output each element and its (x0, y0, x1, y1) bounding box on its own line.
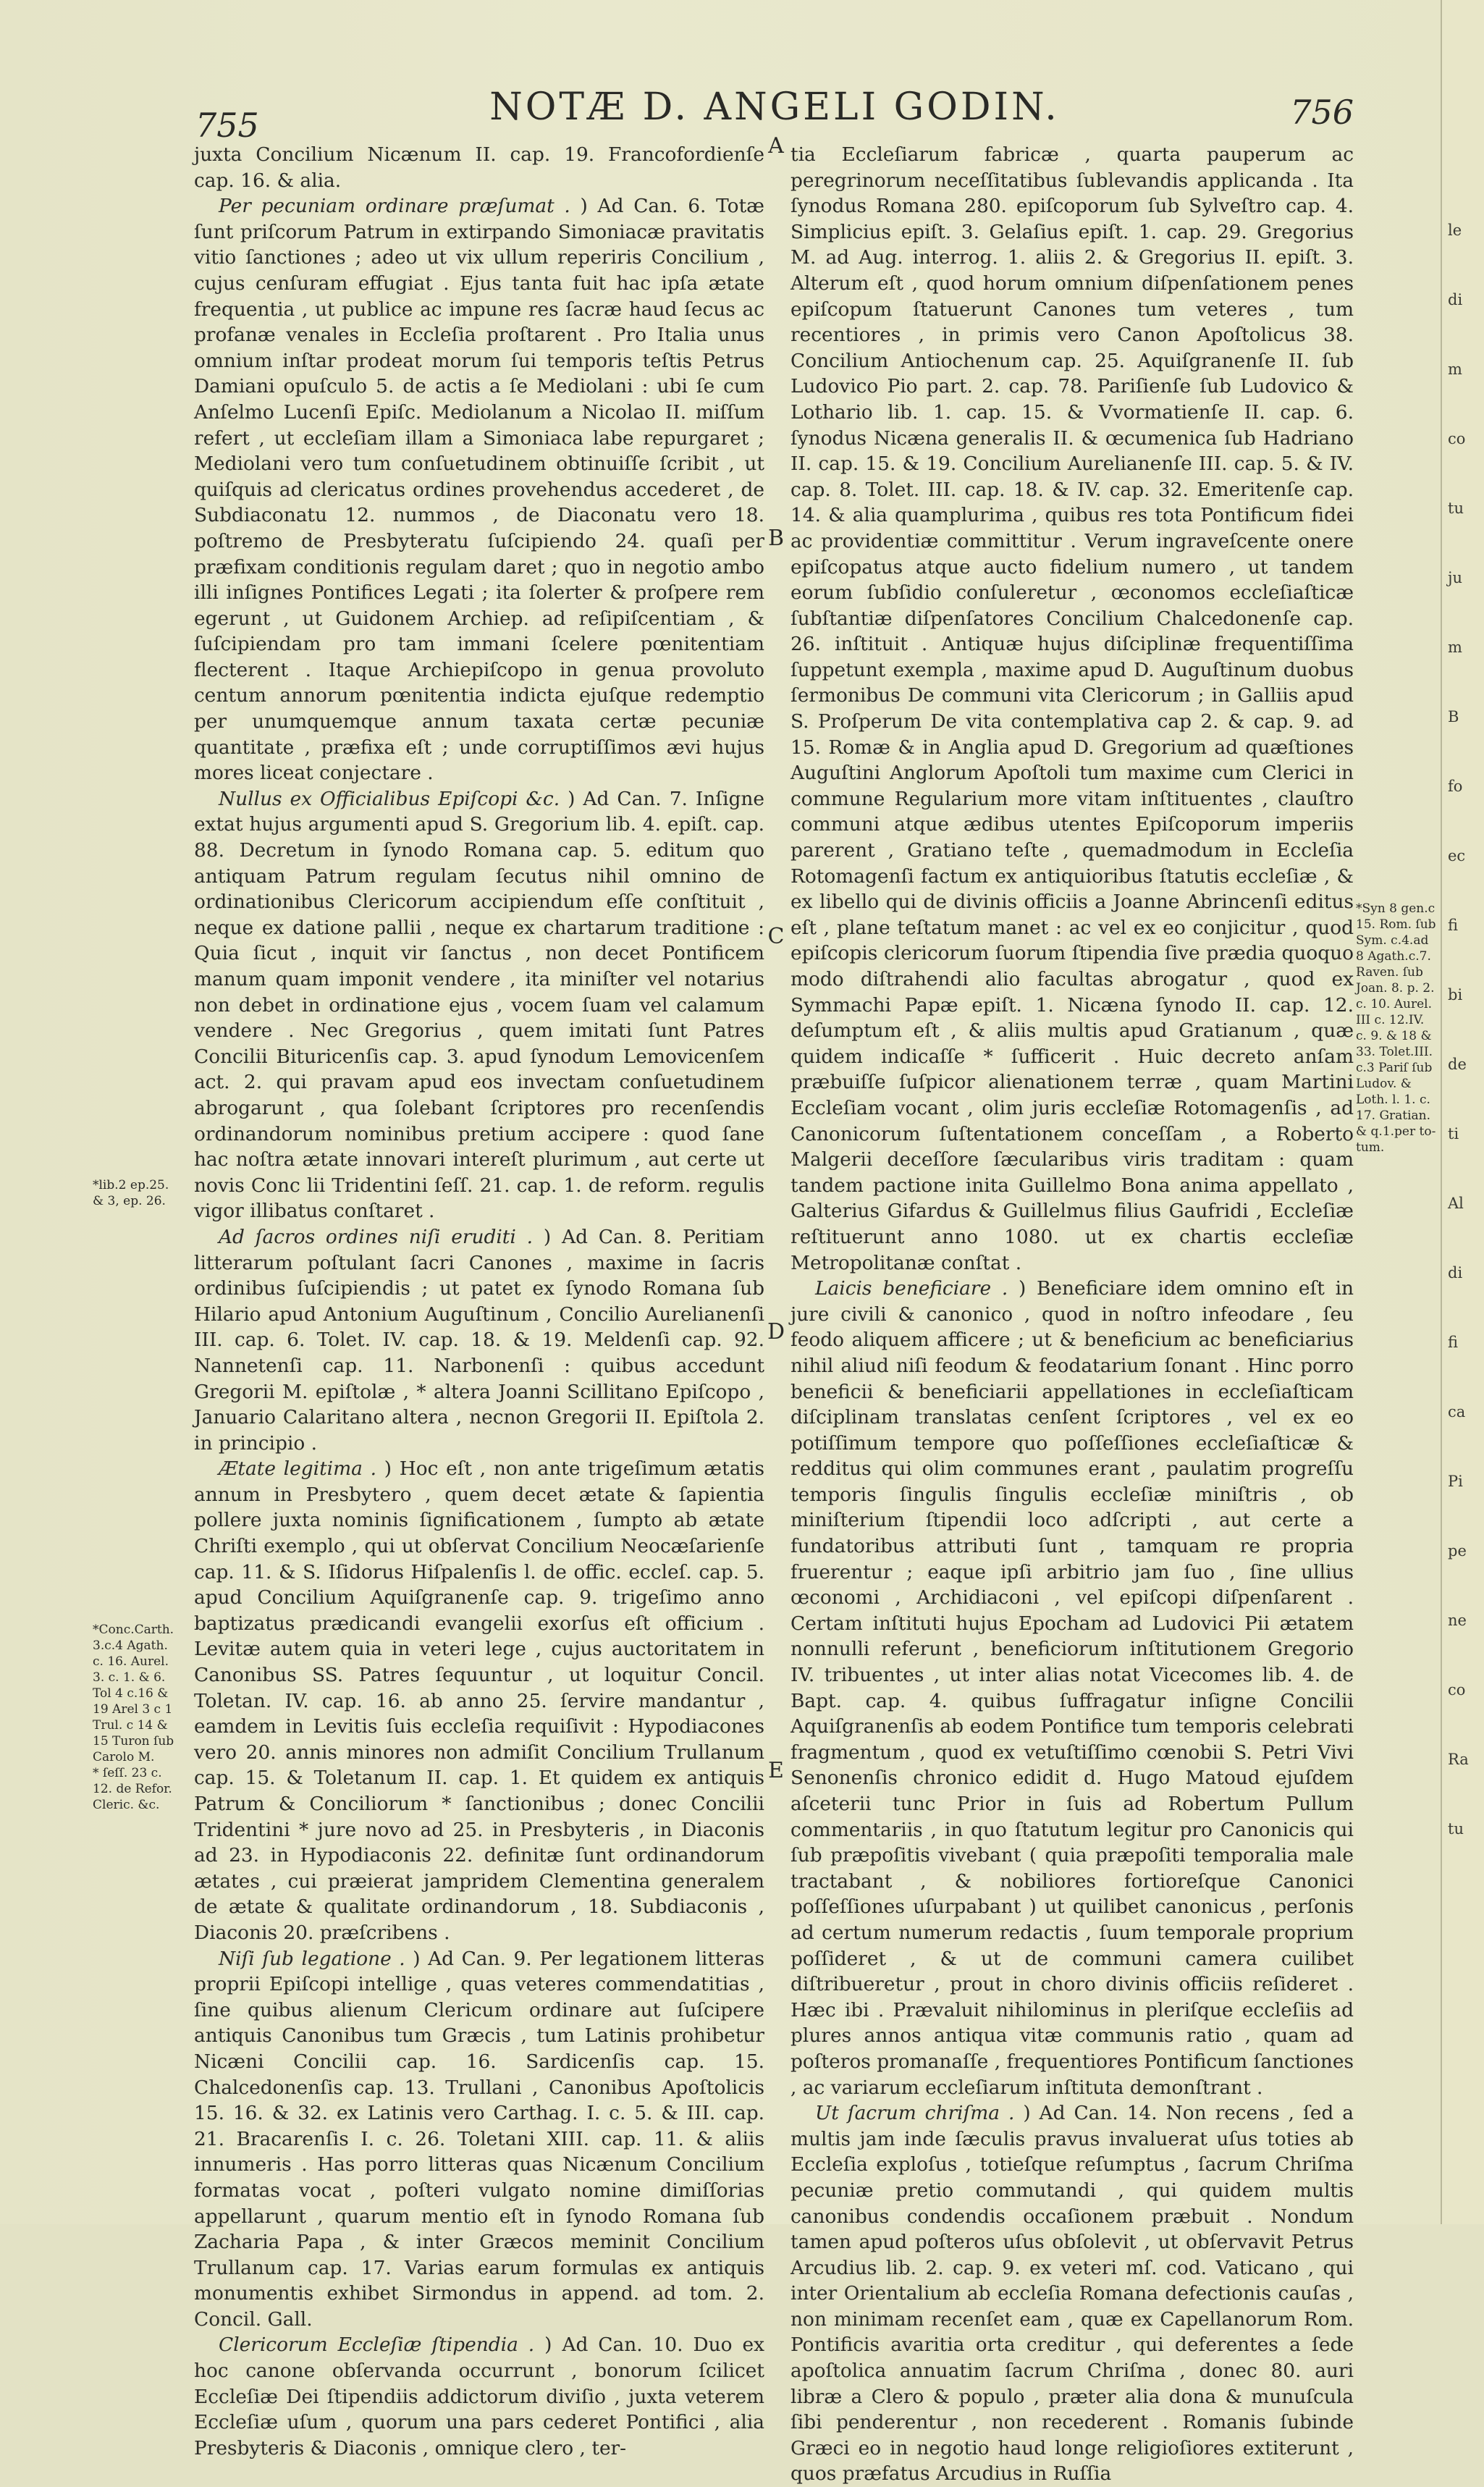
edge-fragment: fi (1448, 917, 1459, 934)
right-page-number: 756 (1290, 93, 1354, 132)
lemma: Nullus ex Officialibus Epiſcopi &c. (219, 787, 560, 810)
paragraph (194, 193, 764, 786)
paragraph (791, 1276, 1354, 2100)
edge-fragment: le (1448, 222, 1462, 239)
edge-fragment: tu (1448, 1820, 1464, 1838)
margin-note-left-2: *Conc.Carth. 3.c.4 Agath. c. 16. Aurel. 3. c. 1. & 6. Tol 4 c.16 & 19 Arel 3 c 1 Trul. c 14 & 15 Turon ſub Carolo M. * ſeſſ. 23 c. 12. de Refor. Cleric. &c. (93, 1623, 174, 1812)
edge-fragment: Ra (1448, 1751, 1469, 1768)
paragraph-text: ) Ad Can. 8. Peritiam litterarum poſtulant ſacri Canones , maxime in ſacris ordinibus ſuſcipiendis ; ut patet ex ſynodo Romana ſub Hilario apud Antonium Auguſtinum , Concilio Aurelianenſi III. cap. 6. Tolet. IV. cap. 18. & 19. Meldenſi cap. 92. Nannetenſi cap. 11. Narbonenſi : quibus accedunt Gregorii M. epiſtolæ , * altera Joanni Scillitano Epiſcopo , Januario Calaritano altera , necnon Gregorii II. Epiſtola 2. in principio . (194, 1225, 764, 1455)
paragraph (194, 142, 764, 193)
paragraph-text: ) Ad Can. 6. Totæ ſunt priſcorum Patrum in extirpando Simoniacæ pravitatis vitio ſanctiones ; adeo ut vix ullum reperiris Concilium , cujus cenſuram effugiat . Ejus tanta fuit hac ipſa ætate frequentia , ut publice ac impune res ſacræ haud ſecus ac profanæ venales in Eccleſia proſtarent . Pro Italia unus omnium inſtar prodeat morum ſui temporis teſtis Petrus Damiani opuſculo 5. de actis a ſe Mediolani : ubi ſe cum Anſelmo Lucenſi Epiſc. Mediolanum a Nicolao II. miſſum refert , ut eccleſiam illam a Simoniaca labe repurgaret ; Mediolani vero tum conſuetudinem obtinuiſſe ſcribit , ut quiſquis ad clericatus ordines provehendus accederet , de Subdiaconatu 12. nummos , de Diaconatu vero 18. poſtremo de Presbyteratu ſuſcipiendo 24. quaſi per præfixam conditionis regulam daret ; quo in negotio ambo illi inſignes Pontifices Legati ; ita ſolerter & proſpere rem egerunt , ut Guidonem Archiep. ad reſipiſcentiam , & ſuſcipiendam pro tam immani ſcelere pœnitentiam flecterent . Itaque Archiepiſcopo in genua provoluto centum annorum pœnitentia indicta ejuſque redemptio per unumquemque annum taxata certæ pecuniæ quantitate , præfixa eſt ; unde corruptiſſimos ævi hujus mores liceat conjectare . (194, 195, 764, 785)
edge-fragment: ec (1448, 847, 1466, 864)
paragraph-text: ) Beneficiare idem omnino eſt in jure civili & canonico , quod in noſtro infeodare , ſeu feodo aliquem afficere ; ut & beneficium ac beneficiarius nihil aliud niſi feodum & feodatarium ſonant . Hinc porro beneficii & beneficiarii appellationes in eccleſiaſticam diſciplinam translatas cenſent ſcriptores , vel ex eo potiſſimum tempore quo poſſeſſiones eccleſiaſticæ & redditus qui olim communes erant , paulatim progreſſu temporis ſingulis ſingulis eccleſiæ miniſtris , ob miniſterium ſtipendii loco adſcripti , aut certe a fundatoribus attributi ſunt , tamquam re propria fruerentur ; eaque ipſi arbitrio jam ſuo , ſine ullius œconomi , Archidiaconi , vel epiſcopi diſpenſarent . Certam inſtituti hujus Epocham ad Ludovici Pii ætatem nonnulli referunt , beneficiorum inſtitutionem Gregorio IV. tribuentes , ut inter alias notat Vicecomes lib. 4. de Bapt. cap. 4. quibus ſuffragatur inſigne Concilii Aquiſgranenſis ab eodem Pontifice tum temporis celebrati fragmentum , quod ex vetuſtiſſimo cœnobii S. Petri Vivi Senonenſis chronico edidit d. Hugo Matoud ejuſdem aſceterii tunc Prior in ſuis ad Robertum Pullum commentariis , in quo ſtatutum legitur pro Canonicis qui ſub præpoſitis vivebant ( quia præpoſiti temporalia male tractabant , & nobiliores fortioreſque Canonici poſſeſſiones uſurpabant ) ut quilibet canonicus , perſonis ad certum numerum redactis , ſuum temporale proprium poſſideret , & ut de communi camera cuilibet diſtribueretur , prout in choro divinis officiis reſideret . Hæc ibi . Prævaluit nihilominus in pleriſque eccleſiis ad plures annos antiqua vitæ communis ratio , quam ad poſteros promanaſſe , frequentiores Pontificum ſanctiones , ac variarum eccleſiarum inſtituta demonſtrant . (791, 1277, 1354, 2099)
edge-fragment: fo (1448, 778, 1463, 795)
edge-fragment: tu (1448, 500, 1464, 517)
section-letter-a: A (768, 133, 784, 159)
paragraph-text: ) Hoc eſt , non ante trigeſimum ætatis annum in Presbytero , quem decet ætate & ſapientia pollere juxta nominis ſignificationem , ſumpto ab ætate Chriſti exemplo , qui ut obſervat Concilium Neocæſarienſe cap. 11. & S. Iſidorus Hiſpalenſis l. de offic. eccleſ. cap. 5. apud Concilium Aquiſgranenſe cap. 9. trigeſimo anno baptizatus prædicandi evangelii exorſus eſt officium . Levitæ autem quia in veteri lege , cujus auctoritatem in Canonibus SS. Patres ſequuntur , ut loquitur Concil. Toletan. IV. cap. 16. ab anno 25. ſervire mandantur , eamdem in Levitis ſuis eccleſia requiſivit : Hypodiacones vero 20. annis minores non admiſit Concilium Trullanum cap. 15. & Toletanum II. cap. 1. Et quidem ex antiquis Patrum & Conciliorum * ſanctionibus ; donec Concilii Tridentini * jure novo ad 25. in Presbyteris , in Diaconis ad 23. in Hypodiaconis 22. definitæ ſunt ordinandorum ætates , cui præierat jampridem Clementina generalem de ætate & qualitate ordinandorum , 18. Subdiaconis , Diaconis 20. præſcribens . (194, 1457, 765, 1944)
lemma: Ad ſacros ordines niſi eruditi . (219, 1225, 534, 1248)
edge-fragment: fi (1448, 1334, 1459, 1351)
lemma: Ut ſacrum chriſma . (815, 2102, 1015, 2125)
right-text-column (791, 142, 1354, 2486)
section-letter-b: B (767, 526, 785, 551)
paragraph (194, 1456, 764, 1945)
paragraph (194, 1224, 764, 1456)
paragraph (194, 786, 764, 1224)
edge-fragment: Al (1448, 1195, 1464, 1212)
lemma: Ætate legitima . (219, 1457, 376, 1481)
edge-fragment: co (1448, 1681, 1466, 1699)
edge-fragment: ti (1448, 1125, 1459, 1142)
paragraph-text: juxta Concilium Nicænum II. cap. 19. Francofordienſe cap. 16. & alia. (194, 143, 764, 192)
paragraph (194, 1946, 764, 2333)
edge-fragment: bi (1448, 986, 1463, 1003)
facing-page-fragments (1448, 0, 1483, 2224)
lemma: Per pecuniam ordinare præſumat . (219, 195, 570, 218)
running-title: NOTÆ D. ANGELI GODIN. (489, 85, 1060, 129)
edge-fragment: ne (1448, 1612, 1467, 1629)
paragraph-text: ) Ad Can. 14. Non recens , ſed a multis jam inde ſæculis pravus invaluerat uſus toties ab Eccleſia exploſus , totieſque reſumptus , ſacrum Chriſma pecuniæ pretio commutandi , qui quidem multis canonibus condendis occaſionem præbuit . Nondum tamen apud poſteros uſus obſolevit , ut obſervavit Petrus Arcudius lib. 2. cap. 9. ex veteri mſ. cod. Vaticano , qui inter Orientalium ab eccleſia Romana defectionis cauſas , non minimam recenſet eam , quæ ex Capellanorum Rom. Pontificis avaritia orta creditur , qui deferentes a ſede apoſtolica annuatim ſacrum Chriſma , donec 80. auri libræ a Clero & populo , præter alia dona & munuſcula ſibi penderentur , non recederent . Romanis ſubinde Græci eo in negotio haud longe religioſiores extiterunt , quos præfatus Arcudius in Ruſſia (791, 2102, 1354, 2486)
edge-fragment: di (1448, 291, 1463, 308)
edge-fragment: m (1448, 639, 1462, 656)
edge-fragment: ca (1448, 1403, 1466, 1421)
lemma: Niſi ſub legatione . (219, 1947, 405, 1970)
edge-fragment: m (1448, 361, 1462, 378)
paragraph-text: ) Ad Can. 10. Duo ex hoc canone obſervanda occurrunt , bonorum ſcilicet Eccleſiæ Dei ſtipendiis addictorum diviſio , juxta veterem Eccleſiæ uſum , quorum una pars cederet Pontifici , alia Presbyteris & Diaconis , omnique clero , ter- (194, 2334, 764, 2459)
paragraph (194, 2332, 764, 2461)
edge-fragment: B (1448, 708, 1459, 725)
paragraph (791, 2100, 1354, 2487)
left-page-number: 755 (195, 106, 259, 145)
edge-fragment: di (1448, 1264, 1463, 1282)
paragraph-text: tia Eccleſiarum fabricæ , quarta pauperum ac peregrinorum neceſſitatibus ſublevandis applicanda . Ita ſynodus Romana 280. epiſcoporum ſub Sylveſtro cap. 4. Simplicius epiſt. 3. Gelaſius epiſt. 1. cap. 29. Gregorius M. ad Aug. interrog. 1. aliis 2. & Gregorius II. epiſt. 3. Alterum eſt , quod horum omnium diſpenſationem penes epiſcopum ſtatuerunt Canones tum veteres , tum recentiores , in primis vero Canon Apoſtolicus 38. Concilium Antiochenum cap. 25. Aquiſgranenſe II. ſub Ludovico Pio part. 2. cap. 78. Pariſienſe ſub Ludovico & Lothario lib. 1. cap. 15. & Vvormatienſe II. cap. 6. ſynodus Nicæna generalis II. & œcumenica ſub Hadriano II. cap. 15. & 19. Concilium Aurelianenſe III. cap. 5. & IV. cap. 8. Tolet. III. cap. 18. & IV. cap. 32. Emeritenſe cap. 14. & alia quamplurima , quibus res tota Pontificum fidei ac providentiæ committitur . Verum ingraveſcente onere epiſcopatus atque aucto fidelium numero , ut tandem eorum ſubſidio conſuleretur , œconomos eccleſiaſticæ ſubſtantiæ diſpenſatores Concilium Chalcedonenſe cap. 26. inſtituit . Antiquæ hujus diſciplinæ frequentiſſima ſuppetunt exempla , maxime apud D. Auguſtinum duobus ſermonibus De communi vita Clericorum ; in Galliis apud S. Proſperum De vita contemplativa cap 2. & cap. 9. ad 15. Romæ & in Anglia apud D. Gregorium ad quæſtiones Auguſtini Anglorum Apoſtoli tum maxime cum Clerici in commune Regularium more vitam inſtituentes , clauſtro communi atque ædibus utentes Epiſcoporum imperiis parerent , Gratiano teſte , quemadmodum in Eccleſia Rotomagenſi factum ex antiquioribus ſtatutis eccleſiæ , & ex libello qui de divinis officiis a Joanne Abrincenſi editus eſt , plane teſtatum manet : ac vel ex eo conjicitur , quod epiſcopis clericorum ſuorum ſtipendia ſive prædia quoquo modo diſtrahendi alio facultas abrogatur , quod ex Symmachi Papæ epiſt. 1. Nicæna ſynodo II. cap. 12. deſumptum eſt , & aliis multis apud Gratianum , quæ quidem indicaſſe * ſufficerit . Huic decreto anſam præbuiſſe ſuſpicor alienationem terræ , quam Martini Eccleſiam vocant , olim juris eccleſiæ Rotomagenſis , ad Canonicorum ſuſtentationem conceſſam , a Roberto Malgerii deceſſore ſæcularibus viris traditam : quam tandem pactione inita Guillelmo Bona anima appellato , Galterius Gifardus & Guillelmus filius Gaufridi , Eccleſiæ reſtituerunt anno 1080. ut ex chartis eccleſiæ Metropolitanæ conſtat . (791, 143, 1354, 1274)
edge-fragment: Pi (1448, 1473, 1463, 1490)
edge-fragment: pe (1448, 1542, 1467, 1560)
edge-fragment: ju (1448, 569, 1463, 586)
edge-fragment: de (1448, 1056, 1467, 1073)
lemma: Clericorum Eccleſiæ ſtipendia . (219, 2334, 535, 2357)
left-text-column (194, 142, 765, 2459)
edge-fragment: co (1448, 430, 1466, 447)
paragraph (791, 142, 1354, 1276)
section-letter-e: E (768, 1758, 784, 1783)
margin-note-right-1: *Syn 8 gen.c 15. Rom. ſub Sym. c.4.ad 8 Agath.c.7. Raven. ſub Joan. 8. p. 2. c. 10. Aurel. III c. 12.IV. c. 9. & 18 & 33. Tolet.III. c.3 Pariſ ſub Ludov. & Loth. l. 1. c. 17. Gratian. & q.1.per to- tum. (1356, 901, 1436, 1155)
paragraph-text: ) Ad Can. 7. Inſigne extat hujus argumenti apud S. Gregorium lib. 4. epiſt. cap. 88. Decretum in ſynodo Romana cap. 5. editum quo antiquam Patrum regulam ſecutus nihil omnino de ordinationibus Clericorum accipiendum eſſe conſtituit , neque ex datione pallii , neque ex chartarum traditione : Quia ſicut , inquit vir ſanctus , non decet Pontificem manum quam imponit vendere , ita miniſter vel notarius non debet in ordinatione ejus , vocem ſuam vel calamum vendere . Nec Gregorius , quem imitati ſunt Patres Concilii Bituricenſis cap. 3. apud ſynodum Lemovicenſem act. 2. qui pravam apud eos invectam conſuetudinem abrogarunt , qua ſolebant ſcriptores pro recenſendis ordinandorum nominibus pretium accipere : quod ſane hac noſtra ætate innovari intereſt plurimum , aut certe ut novis Conc lii Tridentini ſeſſ. 21. cap. 1. de reform. regulis vigor illibatus conſtaret . (194, 787, 765, 1223)
margin-note-left-1: *lib.2 ep.25. & 3, ep. 26. (93, 1178, 169, 1208)
lemma: Laicis beneficiare . (815, 1277, 1008, 1300)
paragraph-text: ) Ad Can. 9. Per legationem litteras proprii Epiſcopi intellige , quas veteres commendatitias , ſine quibus alienum Clericum ordinare aut ſuſcipere antiquis Canonibus tum Græcis , tum Latinis prohibetur Nicæni Concilii cap. 16. Sardicenſis cap. 15. Chalcedonenſis cap. 13. Trullani , Canonibus Apoſtolicis 15. 16. & 32. ex Latinis vero Carthag. I. c. 5. & III. cap. 21. Bracarenſis I. c. 26. Toletani XIII. cap. 11. & aliis innumeris . Has porro litteras quas Nicænum Concilium formatas vocat , poſteri vulgato nomine dimiſſorias appellarunt , quarum mentio eſt in ſynodo Romana ſub Zacharia Papa , & inter Græcos meminit Concilium Trullanum cap. 17. Varias earum formulas ex antiquis monumentis exhibet Sirmondus in append. ad tom. 2. Concil. Gall. (194, 1947, 764, 2331)
section-letter-c: C (767, 924, 785, 949)
section-letter-d: D (767, 1319, 785, 1345)
